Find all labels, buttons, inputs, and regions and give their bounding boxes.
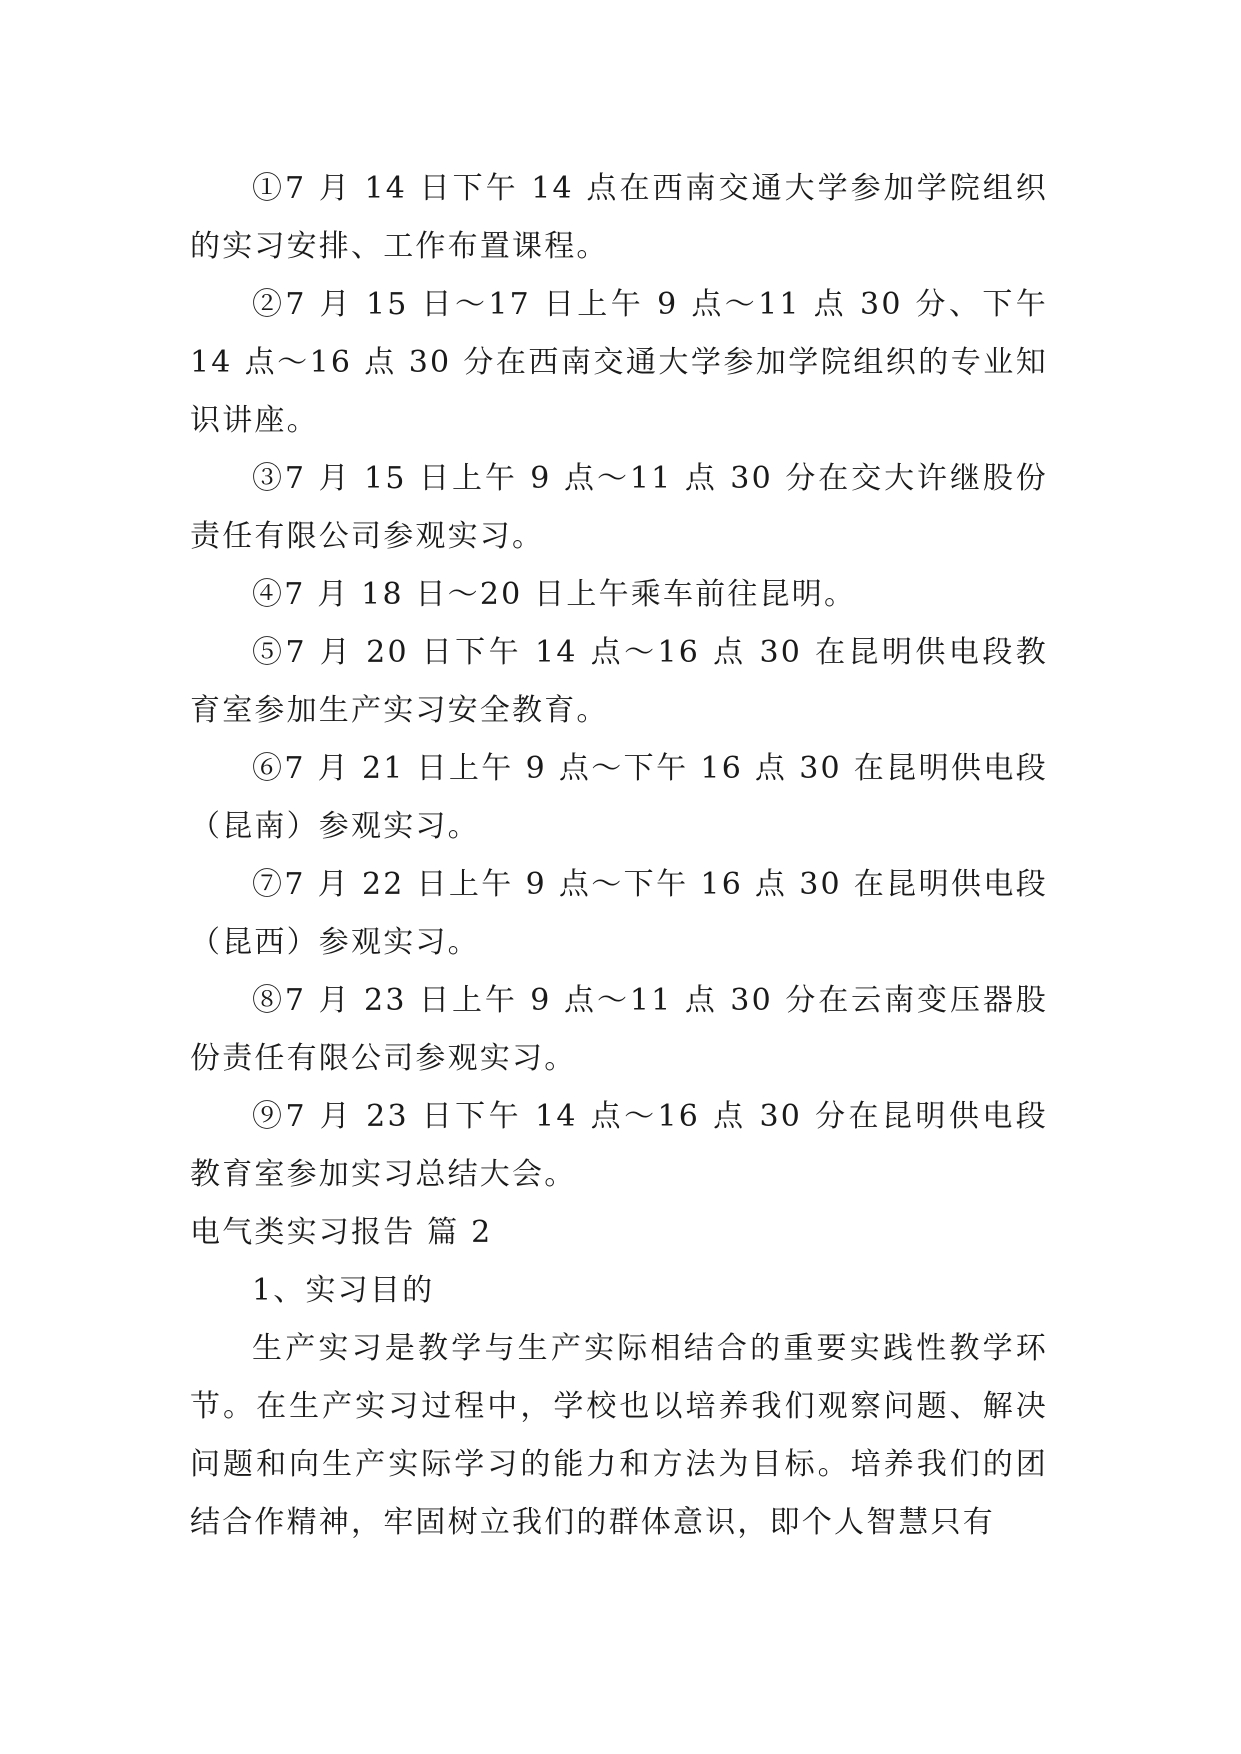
schedule-item-9: ⑨7 月 23 日下午 14 点～16 点 30 分在昆明供电段教育室参加实习总结大会。 bbox=[190, 1099, 1048, 1192]
schedule-item-8: ⑧7 月 23 日上午 9 点～11 点 30 分在云南变压器股份责任有限公司参观实习。 bbox=[190, 983, 1048, 1076]
schedule-item-3: ③7 月 15 日上午 9 点～11 点 30 分在交大许继股份责任有限公司参观实习。 bbox=[190, 461, 1048, 554]
section-title: 电气类实习报告 篇 2 bbox=[190, 1215, 493, 1250]
body-paragraph: 生产实习是教学与生产实际相结合的重要实践性教学环节。在生产实习过程中，学校也以培养我们观察问题、解决问题和向生产实际学习的能力和方法为目标。培养我们的团结合作精神，牢固树立我们的群体意识，即个人智慧只有 bbox=[190, 1331, 1048, 1540]
schedule-item-6: ⑥7 月 21 日上午 9 点～下午 16 点 30 在昆明供电段（昆南）参观实习。 bbox=[190, 751, 1048, 844]
schedule-item-1: ①7 月 14 日下午 14 点在西南交通大学参加学院组织的实习安排、工作布置课程。 bbox=[190, 171, 1048, 264]
document-page bbox=[190, 160, 1048, 1552]
schedule-item-7: ⑦7 月 22 日上午 9 点～下午 16 点 30 在昆明供电段（昆西）参观实习。 bbox=[190, 867, 1048, 960]
schedule-item-2: ②7 月 15 日～17 日上午 9 点～11 点 30 分、下午 14 点～16 点 30 分在西南交通大学参加学院组织的专业知识讲座。 bbox=[190, 287, 1048, 438]
subsection-title: 1、实习目的 bbox=[252, 1273, 435, 1308]
schedule-item-4: ④7 月 18 日～20 日上午乘车前往昆明。 bbox=[252, 577, 857, 612]
schedule-item-5: ⑤7 月 20 日下午 14 点～16 点 30 在昆明供电段教育室参加生产实习安全教育。 bbox=[190, 635, 1048, 728]
